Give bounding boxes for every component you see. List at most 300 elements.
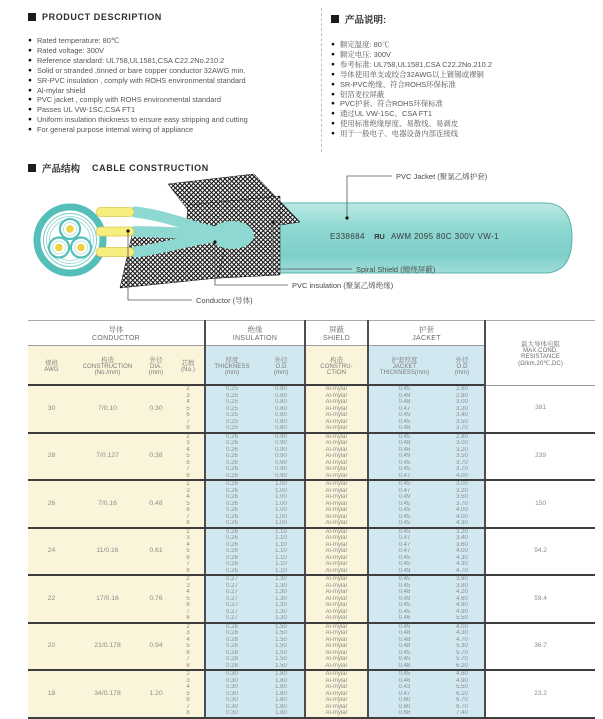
cores-cell: 6 bbox=[172, 460, 205, 467]
group-header-jacket bbox=[368, 321, 485, 346]
jacket-od-cell: 4.20 bbox=[440, 589, 485, 596]
shield-construction-cell: Al-mylar bbox=[305, 663, 368, 671]
bullet-item bbox=[28, 36, 314, 46]
ins-od-cell: 1.00 bbox=[258, 494, 305, 501]
jacket-thickness-cell: 0.45 bbox=[368, 528, 440, 536]
cable-cross-section bbox=[37, 207, 103, 273]
ins-od-cell: 1.50 bbox=[258, 650, 305, 657]
column-header bbox=[205, 346, 258, 386]
ins-thickness-cell: 0.27 bbox=[205, 583, 258, 590]
jacket-od-cell: 6.20 bbox=[440, 663, 485, 671]
jacket-thickness-cell: 0.45 bbox=[368, 623, 440, 631]
awg-cell: 26 bbox=[28, 480, 75, 528]
bullet-icon: ● bbox=[331, 50, 335, 58]
group-header-cn: 护套 bbox=[419, 325, 435, 334]
jacket-od-cell: 3.70 bbox=[440, 460, 485, 467]
label-pvc-insulation: PVC insulation (聚氯乙烯绝缘) bbox=[292, 281, 394, 290]
shield-construction-cell: Al-mylar bbox=[305, 453, 368, 460]
column-header-line: O.D bbox=[275, 363, 287, 370]
construction-cell: 7/0.16 bbox=[75, 480, 140, 528]
resistance-cell: 36.7 bbox=[485, 623, 595, 671]
jacket-print-right: AWM 2095 80C 300V VW-1 bbox=[391, 232, 499, 241]
jacket-od-cell: 4.30 bbox=[440, 555, 485, 562]
shield-construction-cell: Al-mylar bbox=[305, 406, 368, 413]
jacket-print-left: E338684 bbox=[330, 232, 365, 241]
bullet-item bbox=[331, 119, 595, 129]
shield-construction-cell: Al-mylar bbox=[305, 568, 368, 576]
cores-cell: 7 bbox=[172, 419, 205, 426]
ins-od-cell: 1.30 bbox=[258, 596, 305, 603]
ins-thickness-cell: 0.25 bbox=[205, 406, 258, 413]
ins-thickness-cell: 0.28 bbox=[205, 656, 258, 663]
cores-cell: 7 bbox=[172, 704, 205, 711]
jacket-thickness-cell: 0.47 bbox=[368, 473, 440, 481]
jacket-thickness-cell: 0.46 bbox=[368, 447, 440, 454]
shield-construction-cell: Al-mylar bbox=[305, 710, 368, 718]
column-header-cn: 外径 bbox=[455, 356, 469, 364]
ins-thickness-cell: 0.30 bbox=[205, 704, 258, 711]
jacket-thickness-cell: 0.47 bbox=[368, 406, 440, 413]
shield-construction-cell: Al-mylar bbox=[305, 575, 368, 583]
awg-cell: 22 bbox=[28, 575, 75, 623]
ins-thickness-cell: 0.26 bbox=[205, 480, 258, 488]
jacket-od-cell: 3.70 bbox=[440, 501, 485, 508]
bullet-item bbox=[331, 99, 595, 109]
ins-thickness-cell: 0.25 bbox=[205, 425, 258, 433]
resistance-cell: 94.2 bbox=[485, 528, 595, 576]
ins-od-cell: 1.10 bbox=[258, 568, 305, 576]
cores-cell: 3 bbox=[172, 440, 205, 447]
jacket-od-cell: 6.70 bbox=[440, 697, 485, 704]
column-header-cn: 规格 bbox=[45, 359, 58, 367]
resistance-cell: 23.2 bbox=[485, 670, 595, 718]
bullet-text: 用于一般电子、电器设备内部连接线 bbox=[339, 129, 459, 139]
ins-thickness-cell: 0.25 bbox=[205, 393, 258, 400]
jacket-thickness-cell: 0.45 bbox=[368, 520, 440, 528]
cores-cell: 8 bbox=[172, 568, 205, 576]
column-header bbox=[28, 346, 75, 386]
table-row bbox=[28, 528, 595, 536]
ins-thickness-cell: 0.28 bbox=[205, 637, 258, 644]
jacket-od-cell: 3.40 bbox=[440, 535, 485, 542]
shield-construction-cell: Al-mylar bbox=[305, 542, 368, 549]
bullet-text: SR-PVC绝缘、符合ROHS环保标准 bbox=[339, 79, 456, 89]
shield-construction-cell: Al-mylar bbox=[305, 630, 368, 637]
jacket-thickness-cell: 0.46 bbox=[368, 678, 440, 685]
cross-section-core bbox=[71, 238, 91, 258]
cores-cell: 7 bbox=[172, 656, 205, 663]
cross-section-core bbox=[60, 219, 80, 239]
column-header-line: THICKNESS bbox=[214, 363, 250, 370]
bullet-item bbox=[331, 80, 595, 90]
column-header-line: O.D bbox=[456, 363, 468, 370]
bullet-text: 铝箔麦拉屏蔽 bbox=[339, 89, 385, 99]
cores-cell: 7 bbox=[172, 466, 205, 473]
section-title-text: 产品说明: bbox=[345, 15, 387, 26]
ins-thickness-cell: 0.28 bbox=[205, 643, 258, 650]
bullet-item bbox=[28, 56, 314, 66]
ins-thickness-cell: 0.30 bbox=[205, 697, 258, 704]
cores-cell: 2 bbox=[172, 480, 205, 488]
table-row bbox=[28, 575, 595, 583]
column-header-line: CTION bbox=[326, 369, 347, 376]
jacket-thickness-cell: 0.45 bbox=[368, 385, 440, 393]
bullet-icon: ● bbox=[331, 70, 335, 78]
ul-recognized-mark-icon: ЯU bbox=[374, 232, 385, 241]
ins-thickness-cell: 0.26 bbox=[205, 535, 258, 542]
jacket-od-cell: 3.70 bbox=[440, 466, 485, 473]
jacket-thickness-cell: 0.68 bbox=[368, 710, 440, 718]
shield-construction-cell: Al-mylar bbox=[305, 412, 368, 419]
table-body bbox=[28, 385, 595, 718]
column-header-cn: 最大导体电阻 bbox=[521, 340, 561, 348]
cores-cell: 6 bbox=[172, 602, 205, 609]
ins-od-cell: 1.50 bbox=[258, 630, 305, 637]
jacket-od-cell: 2.80 bbox=[440, 393, 485, 400]
ins-od-cell: 1.30 bbox=[258, 609, 305, 616]
column-header bbox=[75, 346, 140, 386]
ins-thickness-cell: 0.26 bbox=[205, 528, 258, 536]
bullet-text: SR-PVC insulation , comply with ROHS environmental standard bbox=[36, 75, 246, 85]
cores-cell: 3 bbox=[172, 678, 205, 685]
cores-cell: 4 bbox=[172, 589, 205, 596]
shield-construction-cell: Al-mylar bbox=[305, 561, 368, 568]
jacket-od-cell: 3.00 bbox=[440, 399, 485, 406]
ins-od-cell: 1.80 bbox=[258, 697, 305, 704]
bullet-text: 额定电压: 300V bbox=[339, 49, 391, 59]
ins-od-cell: 0.90 bbox=[258, 440, 305, 447]
bullet-item bbox=[331, 50, 595, 60]
jacket-od-cell: 3.70 bbox=[440, 425, 485, 433]
cores-cell: 2 bbox=[172, 575, 205, 583]
ins-thickness-cell: 0.26 bbox=[205, 555, 258, 562]
ins-thickness-cell: 0.26 bbox=[205, 488, 258, 495]
group-header-en: JACKET bbox=[412, 335, 441, 342]
jacket-od-cell: 3.20 bbox=[440, 406, 485, 413]
jacket-thickness-cell: 0.48 bbox=[368, 643, 440, 650]
bullet-icon: ● bbox=[28, 106, 32, 114]
jacket-print bbox=[330, 232, 499, 241]
shield-construction-cell: Al-mylar bbox=[305, 656, 368, 663]
shield-construction-cell: Al-mylar bbox=[305, 393, 368, 400]
column-header-line: RESISTANCE bbox=[521, 353, 560, 360]
ins-thickness-cell: 0.26 bbox=[205, 494, 258, 501]
cable-construction-diagram bbox=[0, 170, 603, 318]
ins-od-cell: 1.80 bbox=[258, 710, 305, 718]
jacket-thickness-cell: 0.45 bbox=[368, 602, 440, 609]
column-header-resistance bbox=[485, 321, 595, 386]
bullet-item bbox=[331, 60, 595, 70]
ins-thickness-cell: 0.30 bbox=[205, 710, 258, 718]
group-header-en: CONDUCTOR bbox=[91, 335, 141, 342]
jacket-od-cell: 3.50 bbox=[440, 453, 485, 460]
ins-thickness-cell: 0.28 bbox=[205, 650, 258, 657]
bullet-icon: ● bbox=[28, 76, 32, 84]
label-conductor: Conductor (导体) bbox=[196, 296, 253, 305]
cores-cell: 4 bbox=[172, 637, 205, 644]
ins-od-cell: 1.50 bbox=[258, 663, 305, 671]
column-header-line: CONSTRUCTION bbox=[82, 363, 133, 370]
conductor-pin bbox=[96, 208, 134, 217]
dia-cell: 0.94 bbox=[140, 623, 172, 671]
column-header bbox=[305, 346, 368, 386]
bullet-icon: ● bbox=[28, 66, 32, 74]
jacket-thickness-cell: 0.45 bbox=[368, 507, 440, 514]
ins-od-cell: 0.80 bbox=[258, 406, 305, 413]
ins-thickness-cell: 0.27 bbox=[205, 575, 258, 583]
cores-cell: 3 bbox=[172, 393, 205, 400]
section-title-text: PRODUCT DESCRIPTION bbox=[42, 12, 162, 22]
construction-cell: 11/0.16 bbox=[75, 528, 140, 576]
jacket-od-cell: 5.70 bbox=[440, 656, 485, 663]
jacket-thickness-cell: 0.48 bbox=[368, 630, 440, 637]
cores-cell: 5 bbox=[172, 643, 205, 650]
jacket-thickness-cell: 0.48 bbox=[368, 440, 440, 447]
jacket-od-cell: 2.60 bbox=[440, 385, 485, 393]
ins-od-cell: 1.00 bbox=[258, 514, 305, 521]
bullet-text: Solid or stranded ,tinned or bare copper conductor 32AWG min. bbox=[36, 65, 246, 75]
jacket-thickness-cell: 0.48 bbox=[368, 399, 440, 406]
jacket-od-cell: 4.00 bbox=[440, 514, 485, 521]
jacket-thickness-cell: 0.48 bbox=[368, 637, 440, 644]
bullet-text: 导体使用单支或绞合32AWG以上镀锡或裸铜 bbox=[339, 69, 484, 79]
bullet-icon: ● bbox=[331, 90, 335, 98]
construction-cell: 7/0.127 bbox=[75, 433, 140, 481]
shield-construction-cell: Al-mylar bbox=[305, 684, 368, 691]
label-spiral-shield: Spiral Shield (缠绕屏蔽) bbox=[356, 265, 436, 274]
bullet-icon: ● bbox=[331, 130, 335, 138]
ins-od-cell: 1.30 bbox=[258, 583, 305, 590]
cores-cell: 5 bbox=[172, 406, 205, 413]
ins-od-cell: 1.80 bbox=[258, 670, 305, 678]
ins-thickness-cell: 0.26 bbox=[205, 514, 258, 521]
product-notes-cn-section bbox=[331, 12, 595, 139]
ins-od-cell: 1.30 bbox=[258, 589, 305, 596]
shield-construction-cell: Al-mylar bbox=[305, 488, 368, 495]
jacket-od-cell: 4.30 bbox=[440, 630, 485, 637]
jacket-thickness-cell: 0.49 bbox=[368, 494, 440, 501]
jacket-od-cell: 7.40 bbox=[440, 710, 485, 718]
column-header-line: (mm) bbox=[273, 369, 289, 376]
group-header-insulation bbox=[205, 321, 305, 346]
cores-cell: 2 bbox=[172, 623, 205, 631]
column-header-line: (mm) bbox=[224, 369, 240, 376]
ins-thickness-cell: 0.26 bbox=[205, 473, 258, 481]
ins-od-cell: 1.80 bbox=[258, 704, 305, 711]
jacket-od-cell: 4.00 bbox=[440, 623, 485, 631]
shield-construction-cell: Al-mylar bbox=[305, 514, 368, 521]
ins-thickness-cell: 0.26 bbox=[205, 460, 258, 467]
shield-construction-cell: Al-mylar bbox=[305, 615, 368, 623]
ins-od-cell: 0.80 bbox=[258, 425, 305, 433]
cores-cell: 8 bbox=[172, 663, 205, 671]
ins-thickness-cell: 0.25 bbox=[205, 399, 258, 406]
ins-thickness-cell: 0.27 bbox=[205, 596, 258, 603]
column-header-cn: 外径 bbox=[274, 356, 288, 364]
shield-construction-cell: Al-mylar bbox=[305, 583, 368, 590]
column-header-line: (mm) bbox=[454, 369, 470, 376]
jacket-od-cell: 3.00 bbox=[440, 480, 485, 488]
group-header-shield bbox=[305, 321, 368, 346]
dia-cell: 0.30 bbox=[140, 385, 172, 433]
column-header-line: CONSTRU- bbox=[320, 363, 353, 370]
group-header-cn: 导体 bbox=[108, 325, 124, 334]
jacket-od-cell: 3.50 bbox=[440, 419, 485, 426]
ins-thickness-cell: 0.26 bbox=[205, 501, 258, 508]
column-header bbox=[440, 346, 485, 386]
bullet-text: PVC jacket , comply with ROHS environmental standard bbox=[36, 95, 221, 105]
cores-cell: 6 bbox=[172, 507, 205, 514]
dia-cell: 1.20 bbox=[140, 670, 172, 718]
cores-cell: 4 bbox=[172, 399, 205, 406]
jacket-thickness-cell: 0.48 bbox=[368, 425, 440, 433]
ins-od-cell: 1.50 bbox=[258, 656, 305, 663]
jacket-thickness-cell: 0.45 bbox=[368, 460, 440, 467]
jacket-thickness-cell: 0.45 bbox=[368, 412, 440, 419]
awg-cell: 20 bbox=[28, 623, 75, 671]
bullet-text: 参考标准: UL758,UL1581,CSA C22.2No.210.2 bbox=[339, 59, 492, 69]
ins-thickness-cell: 0.27 bbox=[205, 589, 258, 596]
bullet-icon: ● bbox=[28, 126, 32, 134]
ins-thickness-cell: 0.26 bbox=[205, 447, 258, 454]
ins-thickness-cell: 0.30 bbox=[205, 678, 258, 685]
ins-thickness-cell: 0.25 bbox=[205, 412, 258, 419]
ins-od-cell: 1.10 bbox=[258, 561, 305, 568]
column-header-cn: 构造 bbox=[330, 356, 344, 364]
bullet-text: Al-mylar shield bbox=[36, 85, 86, 95]
ins-od-cell: 0.80 bbox=[258, 393, 305, 400]
shield-construction-cell: Al-mylar bbox=[305, 670, 368, 678]
ins-od-cell: 1.10 bbox=[258, 535, 305, 542]
jacket-thickness-cell: 0.45 bbox=[368, 514, 440, 521]
ins-thickness-cell: 0.26 bbox=[205, 433, 258, 441]
jacket-thickness-cell: 0.47 bbox=[368, 535, 440, 542]
bullet-text: Reference standard: UL758,UL1581,CSA C22.2No.210.2 bbox=[36, 55, 225, 65]
shield-construction-cell: Al-mylar bbox=[305, 440, 368, 447]
bullet-item bbox=[331, 40, 595, 50]
column-header-line: (No./mm) bbox=[94, 369, 121, 376]
jacket-thickness-cell: 0.49 bbox=[368, 453, 440, 460]
ins-od-cell: 0.90 bbox=[258, 473, 305, 481]
bullet-icon: ● bbox=[331, 41, 335, 48]
bullet-item bbox=[28, 125, 314, 135]
shield-construction-cell: Al-mylar bbox=[305, 385, 368, 393]
cores-cell: 7 bbox=[172, 514, 205, 521]
shield-construction-cell: Al-mylar bbox=[305, 697, 368, 704]
ins-od-cell: 0.80 bbox=[258, 419, 305, 426]
jacket-od-cell: 3.20 bbox=[440, 528, 485, 536]
ins-thickness-cell: 0.26 bbox=[205, 466, 258, 473]
shield-construction-cell: Al-mylar bbox=[305, 520, 368, 528]
table-row bbox=[28, 433, 595, 441]
specification-table bbox=[28, 320, 595, 719]
cores-cell: 4 bbox=[172, 447, 205, 454]
jacket-od-cell: 5.50 bbox=[440, 684, 485, 691]
cores-cell: 5 bbox=[172, 596, 205, 603]
group-header-en: SHIELD bbox=[322, 335, 351, 342]
shield-construction-cell: Al-mylar bbox=[305, 650, 368, 657]
bullet-item bbox=[331, 129, 595, 139]
ins-thickness-cell: 0.26 bbox=[205, 453, 258, 460]
product-description-section bbox=[28, 12, 314, 135]
awg-cell: 24 bbox=[28, 528, 75, 576]
shield-construction-cell: Al-mylar bbox=[305, 643, 368, 650]
ins-thickness-cell: 0.28 bbox=[205, 630, 258, 637]
shield-construction-cell: Al-mylar bbox=[305, 535, 368, 542]
ins-od-cell: 1.00 bbox=[258, 520, 305, 528]
resistance-cell: 381 bbox=[485, 385, 595, 433]
section-title-cn: 产品结构 bbox=[42, 164, 81, 175]
bullet-text: Uniform insulation thickness to ensure easy stripping and cutting bbox=[36, 115, 248, 125]
ins-od-cell: 1.30 bbox=[258, 575, 305, 583]
bullet-icon: ● bbox=[28, 96, 32, 104]
product-notes-cn-list bbox=[331, 40, 595, 139]
shield-construction-cell: Al-mylar bbox=[305, 501, 368, 508]
table-row bbox=[28, 623, 595, 631]
bullet-item bbox=[331, 90, 595, 100]
jacket-thickness-cell: 0.45 bbox=[368, 501, 440, 508]
ins-od-cell: 0.90 bbox=[258, 453, 305, 460]
shield-construction-cell: Al-mylar bbox=[305, 480, 368, 488]
dia-cell: 0.76 bbox=[140, 575, 172, 623]
ins-thickness-cell: 0.27 bbox=[205, 609, 258, 616]
product-description-title bbox=[28, 12, 314, 22]
jacket-od-cell: 4.00 bbox=[440, 507, 485, 514]
jacket-thickness-cell: 0.49 bbox=[368, 393, 440, 400]
ins-od-cell: 1.00 bbox=[258, 507, 305, 514]
ins-thickness-cell: 0.30 bbox=[205, 684, 258, 691]
bullet-icon: ● bbox=[28, 46, 32, 54]
group-header-cn: 屏蔽 bbox=[329, 325, 345, 334]
jacket-thickness-cell: 0.60 bbox=[368, 704, 440, 711]
jacket-od-cell: 5.70 bbox=[440, 650, 485, 657]
resistance-cell: 239 bbox=[485, 433, 595, 481]
jacket-thickness-cell: 0.45 bbox=[368, 419, 440, 426]
construction-cell: 21/0.178 bbox=[75, 623, 140, 671]
cores-cell: 2 bbox=[172, 385, 205, 393]
ins-od-cell: 1.50 bbox=[258, 643, 305, 650]
label-pvc-jacket: PVC Jacket (聚氯乙烯护套) bbox=[396, 172, 488, 181]
ins-thickness-cell: 0.26 bbox=[205, 520, 258, 528]
cross-section-core bbox=[49, 238, 69, 258]
jacket-od-cell: 4.30 bbox=[440, 520, 485, 528]
awg-cell: 28 bbox=[28, 433, 75, 481]
bullet-text: 通过UL VW-1SC、CSA FT1 bbox=[339, 109, 432, 119]
shield-construction-cell: Al-mylar bbox=[305, 473, 368, 481]
ins-od-cell: 1.80 bbox=[258, 684, 305, 691]
bullet-item bbox=[331, 109, 595, 119]
cores-cell: 2 bbox=[172, 433, 205, 441]
ins-thickness-cell: 0.27 bbox=[205, 602, 258, 609]
column-header-line: THICKNESS(mm) bbox=[379, 369, 430, 376]
ins-od-cell: 1.10 bbox=[258, 548, 305, 555]
bullet-item bbox=[28, 105, 314, 115]
bullet-item bbox=[28, 95, 314, 105]
column-header-cn: 外径 bbox=[149, 356, 163, 364]
jacket-thickness-cell: 0.43 bbox=[368, 684, 440, 691]
ins-thickness-cell: 0.30 bbox=[205, 691, 258, 698]
awg-cell: 30 bbox=[28, 385, 75, 433]
resistance-cell: 59.4 bbox=[485, 575, 595, 623]
jacket-od-cell: 2.80 bbox=[440, 433, 485, 441]
ins-od-cell: 0.90 bbox=[258, 460, 305, 467]
jacket-od-cell: 4.30 bbox=[440, 561, 485, 568]
jacket-thickness-cell: 0.47 bbox=[368, 691, 440, 698]
cores-cell: 4 bbox=[172, 542, 205, 549]
bullet-item bbox=[28, 76, 314, 86]
bullet-text: PVC护套、符合ROHS环保标准 bbox=[339, 99, 444, 109]
ins-thickness-cell: 0.26 bbox=[205, 542, 258, 549]
